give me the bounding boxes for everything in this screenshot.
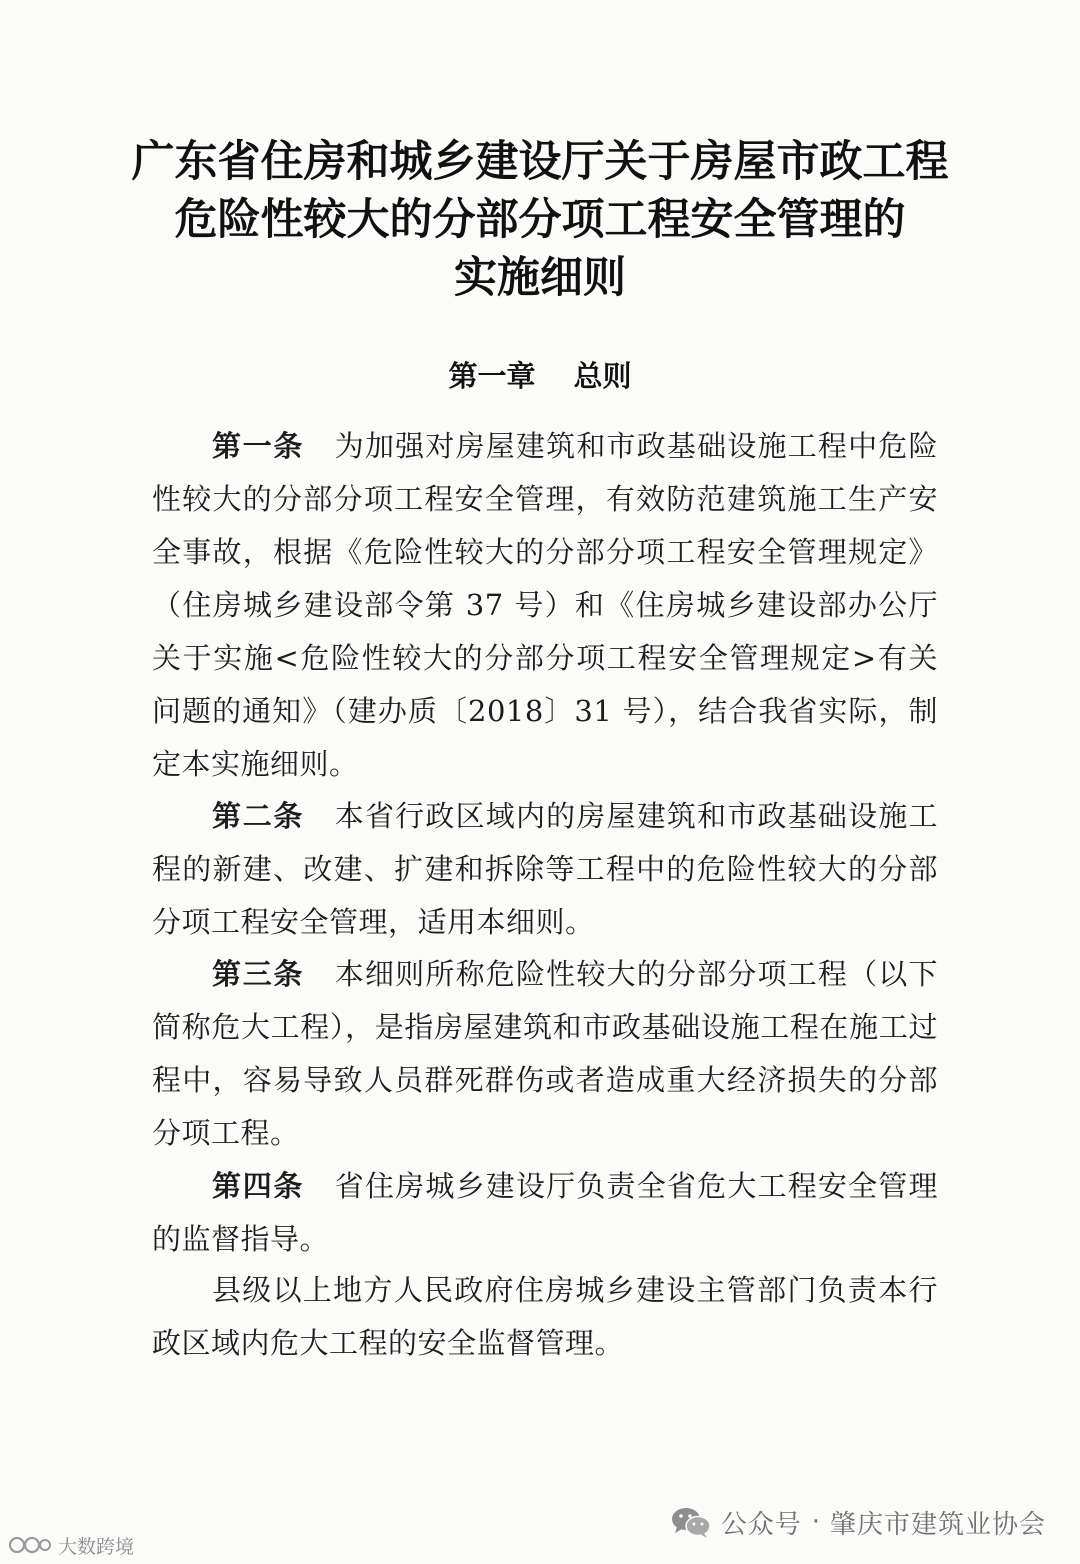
article-text: 省住房城乡建设厅负责全省危大工程安全管理的监督指导。 <box>152 1169 938 1256</box>
article-4-paragraph-2 <box>152 1264 938 1370</box>
watermark-prefix: 公众号 <box>720 1509 802 1540</box>
article-text: 本细则所称危险性较大的分部分项工程（以下简称危大工程），是指房屋建筑和市政基础设施工程在施工过程中，容易导致人员群死群伤或者造成重大经济损失的分部分项工程。 <box>152 957 938 1150</box>
title-line-1: 广东省住房和城乡建设厅关于房屋市政工程 <box>131 137 949 187</box>
article-label: 第四条 <box>212 1169 305 1203</box>
article-label: 第三条 <box>212 957 305 991</box>
chapter-number: 第一章 <box>448 359 536 393</box>
article-1 <box>152 420 938 791</box>
watermark-account: 肇庆市建筑业协会 <box>829 1509 1046 1540</box>
paragraph-text: 县级以上地方人民政府住房城乡建设主管部门负责本行政区域内危大工程的安全监督管理。 <box>152 1273 938 1360</box>
watermark-separator: · <box>811 1507 820 1537</box>
document-title <box>120 133 960 307</box>
article-label: 第一条 <box>212 429 305 463</box>
corner-logo <box>8 1530 134 1560</box>
article-label: 第二条 <box>212 799 305 833</box>
title-line-2: 危险性较大的分部分项工程安全管理的 <box>174 195 906 245</box>
corner-logo-text: 大数跨境 <box>58 1535 135 1558</box>
article-text: 本省行政区域内的房屋建筑和市政基础设施工程的新建、改建、扩建和拆除等工程中的危险性较大的分部分项工程安全管理，适用本细则。 <box>152 799 938 939</box>
article-3 <box>152 948 938 1160</box>
wechat-watermark <box>671 1500 1046 1544</box>
logo-icon <box>8 1533 52 1557</box>
chapter-heading <box>0 356 1080 396</box>
article-4 <box>152 1160 938 1266</box>
wechat-icon <box>671 1505 711 1539</box>
article-2 <box>152 790 938 949</box>
chapter-name: 总则 <box>573 359 632 393</box>
title-line-3: 实施细则 <box>454 253 626 303</box>
article-text: 为加强对房屋建筑和市政基础设施工程中危险性较大的分部分项工程安全管理，有效防范建筑施工生产安全事故，根据《危险性较大的分部分项工程安全管理规定》（住房城乡建设部令第 37 号）和《住房城乡建设部办公厅关于实施<危险性较大的分部分项工程安全管理规定>有关问题的通知》（建办质〔2018〕31 号），结合我省实际，制定本实施细则。 <box>152 429 938 781</box>
